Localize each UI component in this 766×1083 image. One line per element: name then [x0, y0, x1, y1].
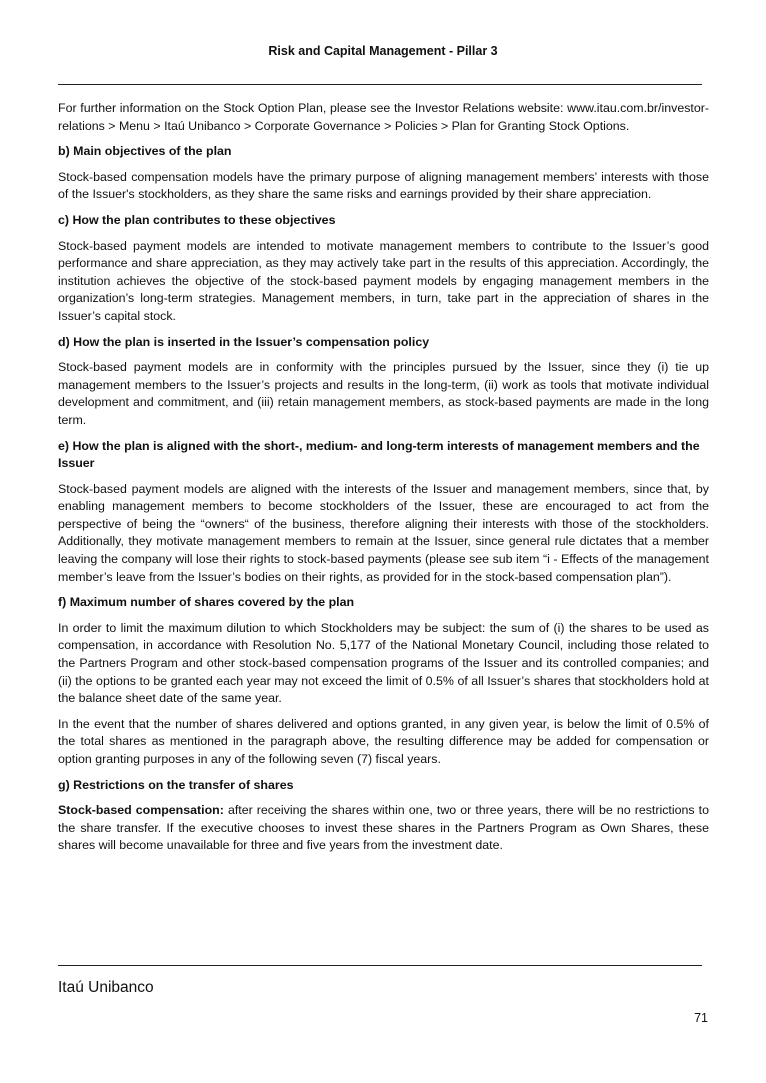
- section-c-heading: c) How the plan contributes to these objectives: [58, 212, 336, 227]
- header-divider: [58, 84, 702, 85]
- intro-paragraph: For further information on the Stock Option Plan, please see the Investor Relations website: www.itau.com.br/investor-relations > Menu > Itaú Unibanco > Corporate Governance > Policies > Plan for Granting Stock Options.: [58, 101, 709, 133]
- section-f-heading: f) Maximum number of shares covered by the plan: [58, 595, 355, 610]
- page-number: 71: [694, 1011, 708, 1025]
- section-c-paragraph: Stock-based payment models are intended to motivate management members to contribute to the Issuer’s good performance and share appreciation, as they may actively take part in the results of this appreciation. Accordingly, the institution achieves the objective of the stock-based payment models by engaging management members in the organization’s long-term strategies. Management members, in turn, take part in the appreciation of shares in the Issuer’s capital stock.: [58, 238, 709, 323]
- section-g-paragraph: [58, 802, 709, 855]
- section-f-paragraph-1: In order to limit the maximum dilution to which Stockholders may be subject: the sum of (i) the shares to be used as compensation, in accordance with Resolution No. 5,177 of the National Monetary Council, including those related to the Partners Program and other stock-based compensation programs of the Issuer and its controlled companies; and (ii) the options to be granted each year may not exceed the limit of 0.5% of all Issuer’s shares that stockholders hold at the balance sheet date of the same year.: [58, 620, 709, 706]
- section-f-paragraph-2: In the event that the number of shares delivered and options granted, in any given year, is below the limit of 0.5% of the total shares as mentioned in the paragraph above, the resulting difference may be added for compensation or option granting purposes in any of the following seven (7) fiscal years.: [58, 716, 709, 766]
- section-g-lead: Stock-based compensation:: [58, 803, 224, 818]
- page-header-title: Risk and Capital Management - Pillar 3: [268, 44, 498, 58]
- document-body: [58, 100, 709, 855]
- section-d-heading: d) How the plan is inserted in the Issuer’s compensation policy: [58, 334, 430, 349]
- section-d-paragraph: Stock-based payment models are in conformity with the principles pursued by the Issuer, since they (i) tie up management members to the Issuer’s projects and results in the long-term, (ii) work as tools that motivate individual development and commitment, and (iii) retain management members, as stock-based payments are made in the long term.: [58, 360, 709, 427]
- section-g-text: after receiving the shares within one, two or three years, there will be no restrictions to the share transfer. If the executive chooses to invest these shares in the Partners Program as Own Shares, these shares will become unavailable for three and five years from the investment date.: [58, 803, 710, 853]
- footer-company-name: Itaú Unibanco: [58, 979, 154, 996]
- section-b-heading: b) Main objectives of the plan: [58, 144, 232, 159]
- section-e-paragraph: Stock-based payment models are aligned with the interests of the Issuer and management members, since that, by enabling management members to become stockholders of the Issuer, these are encouraged to act from the perspective of being the “owners“ of the business, therefore aligning their interests with those of the stockholders. Additionally, they motivate management members to remain at the Issuer, since general rule dictates that a member leaving the company will lose their rights to stock-based payments (please see sub item “i - Effects of the management member’s leave from the Issuer’s bodies on their rights, as provided for in the stock-based compensation plan”).: [58, 481, 709, 584]
- section-b-paragraph: Stock-based compensation models have the primary purpose of aligning management members’ interests with those of the Issuer's stockholders, as they share the same risks and earnings provided by their share appreciation.: [58, 169, 709, 202]
- footer-divider: [58, 965, 702, 966]
- section-g-heading: g) Restrictions on the transfer of shares: [58, 777, 294, 792]
- section-e-heading: e) How the plan is aligned with the short-, medium- and long-term interests of management members and the Issuer: [58, 438, 700, 471]
